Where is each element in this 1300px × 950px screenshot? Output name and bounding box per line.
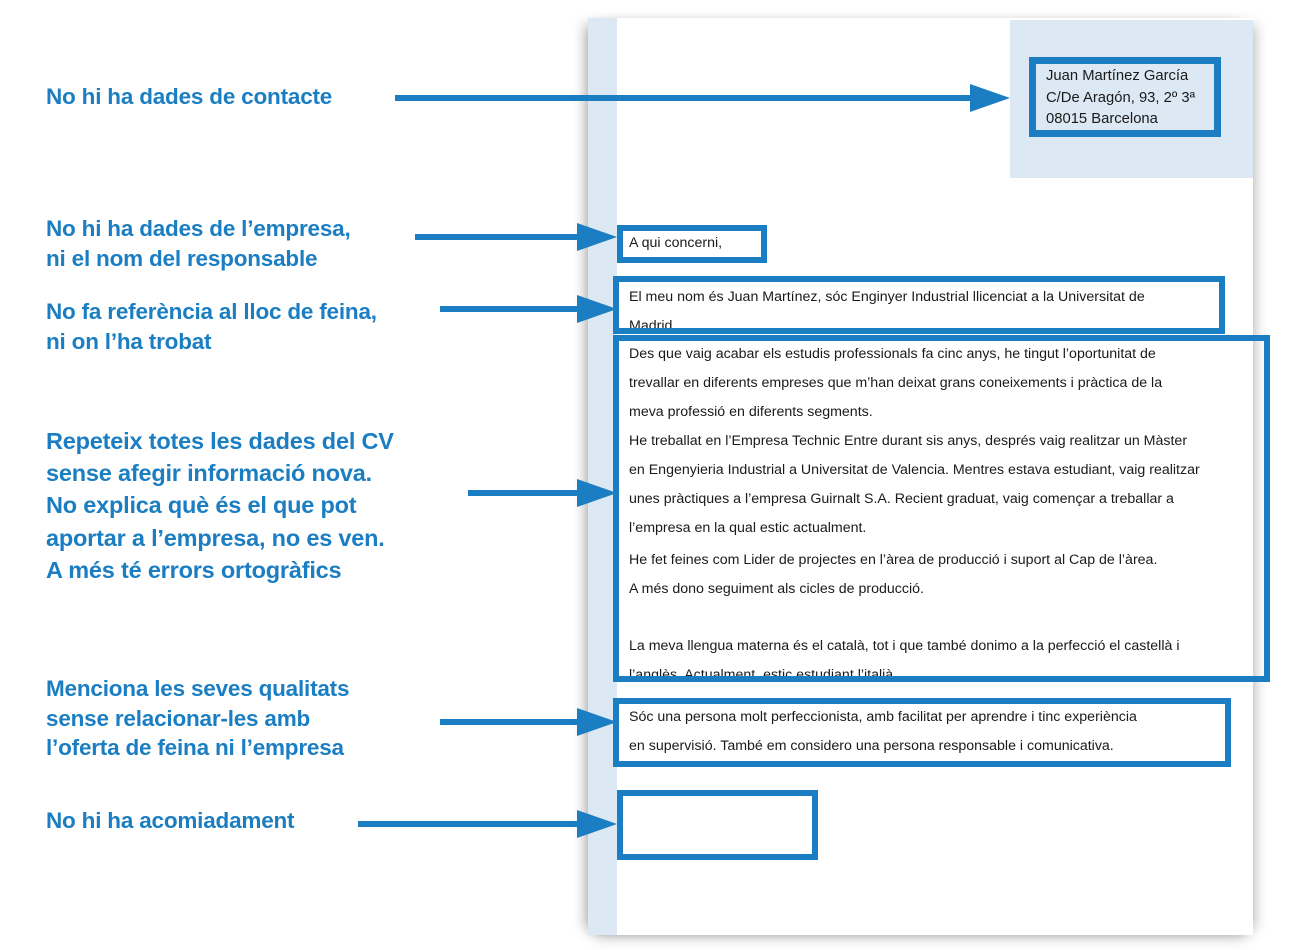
arrow-head-icon [577, 295, 617, 323]
annotation-no-job-reference: No fa referència al lloc de feina, ni on l’ha trobat [46, 299, 377, 354]
highlight-box-body [613, 335, 1270, 682]
qualities-paragraph-text: Sóc una persona molt perfeccionista, amb facilitat per aprendre i tinc experiència en supervisió. També em considero una persona responsable i comunicativa. [629, 709, 1137, 754]
highlight-box-sign-off [617, 790, 818, 860]
highlight-box-qualities [613, 698, 1231, 767]
highlight-box-sender-address [1029, 57, 1221, 137]
arrow-head-icon [577, 479, 617, 507]
arrow-shaft [415, 234, 580, 240]
annotation-no-sign-off: No hi ha acomiadament [46, 808, 295, 833]
body-paragraph-3-text: He fet feines com Lider de projectes en l’àrea de producció i suport al Cap de l’àrea. A més dono seguiment als cicles de producció. [629, 552, 1158, 597]
arrow-head-icon [577, 810, 617, 838]
arrow-shaft [358, 821, 580, 827]
salutation-text: A qui concerni, [629, 235, 723, 251]
arrow-shaft [395, 95, 975, 101]
body-paragraph-1-text: Des que vaig acabar els estudis professionals fa cinc anys, he tingut l’oportunitat de trevallar en diferents empreses que m’han deixat grans coneixements i pràctica de la meva professió en diferents segments. [629, 346, 1163, 420]
annotation-no-contact-data: No hi ha dades de contacte [46, 84, 333, 109]
intro-paragraph-text: El meu nom és Juan Martínez, sóc Enginyer Industrial llicenciat a la Universitat de Madrid. [629, 289, 1145, 334]
arrow-head-icon [970, 84, 1010, 112]
highlight-box-intro [613, 276, 1225, 334]
annotation-qualities-unrelated: Menciona les seves qualitats sense relacionar-les amb l’oferta de feina ni l’empresa [46, 676, 350, 761]
arrow-head-icon [577, 223, 617, 251]
arrow-head-icon [577, 708, 617, 736]
annotation-no-company-data: No hi ha dades de l’empresa, ni el nom del responsable [46, 216, 351, 271]
annotation-repeats-cv-data: Repeteix totes les dades del CV sense afegir informació nova. No explica què és el que pot aportar a l’empresa, no es ven. A més té errors ortogràfics [46, 428, 394, 583]
body-paragraph-2-text: He treballat en l’Empresa Technic Entre durant sis anys, després vaig realitzar un Màster en Engenyieria Industrial a Universitat de Valencia. Mentres estava estudiant, vaig realitzar unes pràctiques a l’empresa Guirnalt S.A. Recient graduat, vaig començar a treballar a l’empresa en la qual estic actualment. [629, 433, 1200, 536]
sender-address-text: Juan Martínez García C/De Aragón, 93, 2º 3ª 08015 Barcelona [1046, 68, 1196, 127]
arrow-shaft [440, 306, 580, 312]
body-paragraph-4-text: La meva llengua materna és el català, tot i que també donimo a la perfecció el castellà i l’anglès. Actualment, estic estudiant l’italià. [629, 638, 1180, 683]
arrow-shaft [440, 719, 580, 725]
highlight-box-salutation [617, 225, 767, 263]
arrow-shaft [468, 490, 580, 496]
